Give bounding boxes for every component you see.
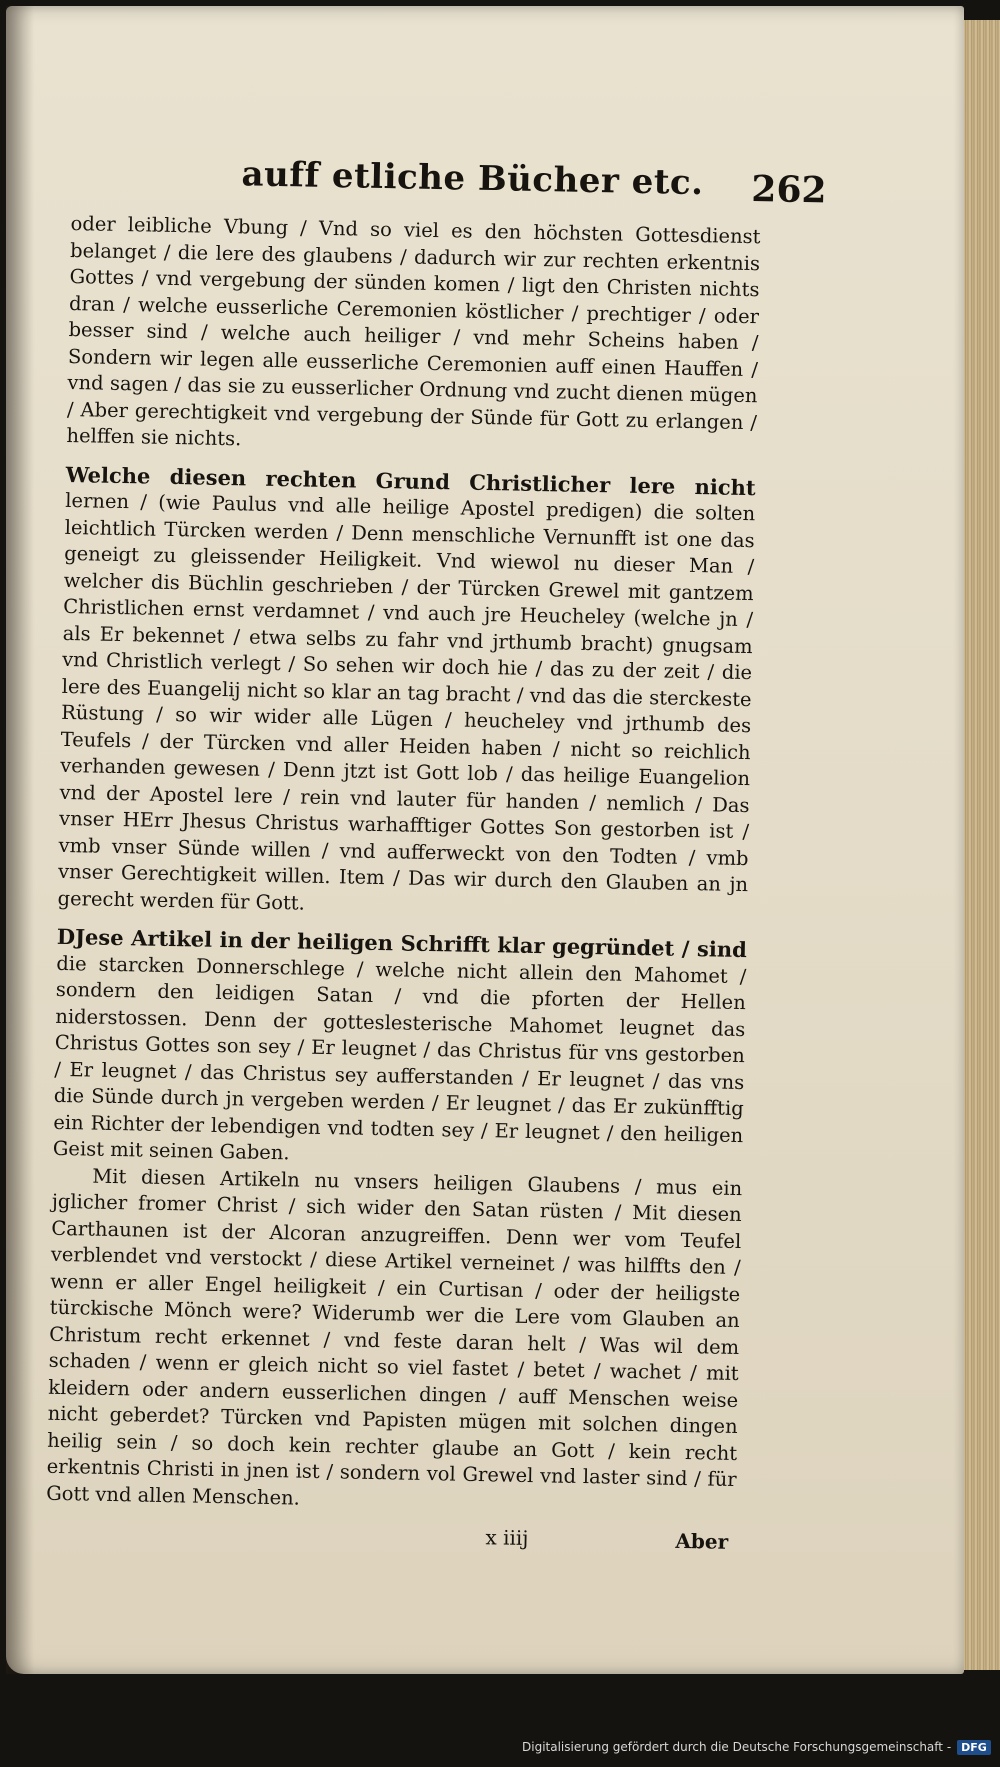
credit-text: Digitalisierung gefördert durch die Deutsche Forschungsgemeinschaft - [522, 1740, 952, 1754]
book-page [6, 6, 964, 1674]
gutter-shadow [6, 6, 34, 1674]
page-footer [45, 1513, 736, 1562]
text-block [45, 151, 827, 1562]
paragraph: oder leibliche Vbung / Vnd so viel es den höchsten Gottesdienst belanget / die lere des glaubens / dadurch wir zur rechten erkentnis Gottes / vnd vergebung der sünden komen / ligt den Christen nichts dran / welche eusserliche Ceremonien köstlicher / prechtiger / oder besser sind / welche auch heiliger / vnd mehr Scheins haben / Sondern wir legen alle eusserliche Ceremonien auff einen Hauffen / vnd sagen / das sie zu eusserlicher Ordnung vnd zucht dienen mügen / Aber gerechtigkeit vnd vergebung der Sünde für Gott zu erlangen / helffen sie nichts. [66, 211, 761, 451]
paragraph: Mit diesen Artikeln nu vnsers heiligen Glaubens / mus ein jglicher fromer Christ / sich wider den Satan rüsten / Mit diesen Carthaunen ist der Alcoran anzugreiffen. Denn wer vom Teufel verblendet vnd verstockt / diese Artikel verneinet / was hilffts den / wenn er aller Engel heiligkeit / ein Curtisan / oder der heiligste türckische Mönch were? Widerumb wer die Lere vom Glauben an Christum recht erkennet / vnd feste daran helt / Was wil dem schaden / wenn er gleich nicht so viel fastet / betet / wachet / mit kleidern oder andern eusserlichen dingen / auff Menschen weise nicht geberdet? Türcken vnd Papisten mügen mit solchen dingen heilig sein / so doch kein rechter glaube an Gott / kein recht erkentnis Christi in jnen ist / sondern vol Grewel vnd laster sind / für Gott vnd allen Menschen. [46, 1164, 743, 1510]
dfg-logo: DFG [957, 1740, 991, 1755]
running-head: auff etliche Bücher etc. [241, 154, 704, 204]
body-text [46, 211, 761, 1520]
paragraph: DJese Artikel in der heiligen Schrifft klar gegründet / sind die starcken Donnerschlege / welche nicht allein den Mahomet / sondern den leidigen Satan / vnd die pforten der Hellen niderstossen. Denn der gotteslesterische Mahomet leugnet das Christus Gottes son sey / Er leugnet / das Christus für vns gestorben / Er leugnet / das Christus sey aufferstanden / Er leugnet / das vns die Sünde durch jn vergeben werden / Er leugnet / das Er zukünfftig ein Richter der lebendigen vnd todten sey / Er leugnet / den heiligen Geist mit seinen Gaben. [52, 923, 748, 1165]
digitization-credit [522, 1736, 992, 1758]
paragraph: Welche diesen rechten Grund Christlicher lere nicht lernen / (wie Paulus vnd alle heilige Apostel predigen) die solten leichtlich Türcken werden / Denn menschliche Vernunfft ist one das geneigt zu gleissender Heiligkeit. Vnd wiewol nu dieser Man / welcher dis Büchlin geschrieben / der Türcken Grewel mit gantzem Christlichen ernst verdamnet / vnd auch jre Heucheley (welche jn / als Er bekennet / etwa selbs zu fahr vnd jrthumb bracht) gnugsam vnd Christlich verlegt / So sehen wir doch hie / das zu der zeit / die lere des Euangelij nicht so klar an tag bracht / vnd das die sterckeste Rüstung / so wir wider alle Lügen / heucheley vnd jrthumb des Teufels / der Türcken vnd aller Heiden haben / nicht so reichlich verhanden gewesen / Denn jtzt ist Gott lob / das heilige Euangelion vnd der Apostel lere / rein vnd lauter für handen / nemlich / Das vnser HErr Jhesus Christus warhafftiger Gottes Son gestorben ist / vmb vnser Sünde willen / vnd aufferweckt von den Todten / vmb vnser Gerechtigkeit willen. Item / Das wir durch den Glauben an jn gerecht werden für Gott. [57, 461, 756, 915]
page-number: 262 [750, 168, 827, 212]
catchword: Aber [675, 1528, 729, 1554]
signature-mark: x iiij [485, 1525, 529, 1551]
